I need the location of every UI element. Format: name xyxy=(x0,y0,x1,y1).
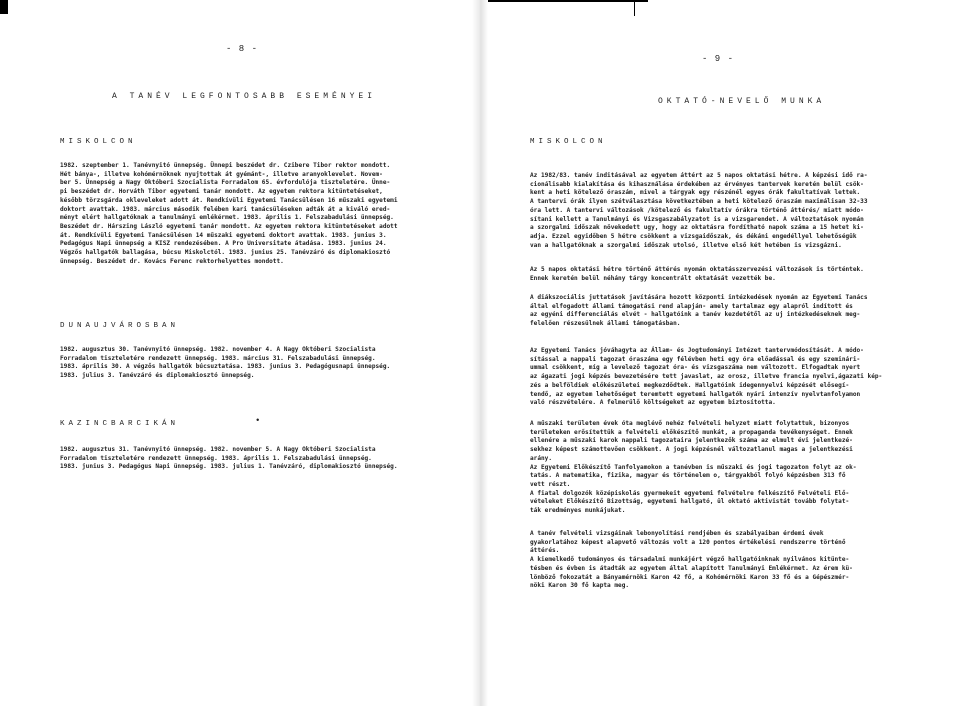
text-line: óra lett. A tantervi változások /kötelező és fakultatív órákra történő áttérés/ miatt módo- xyxy=(530,206,864,214)
page-number: - 9 - xyxy=(702,54,735,64)
text-line: sítással a nappali tagozat óraszáma egy félévben heti egy óra előadással és egy szeminári- xyxy=(530,355,861,363)
section-city-kazincbarcika: KAZINCBARCIKÁN xyxy=(60,420,180,428)
text-line: kent a heti kötelező óraszám, mivel a tárgyak egy részénél egyes órák fakultatívak lettek. xyxy=(530,189,861,197)
text-line: a szorgalmi időszak növekedett ugy, hogy az oktatásra fordítható napok száma a 15 hetet ki- xyxy=(530,224,864,232)
text-line: tatás. A matematika, fizika, magyar és történelem o, tárgyakból folyó képzésben 313 fő xyxy=(530,472,846,480)
text-line: felelően részesülnek állami támogatásban. xyxy=(530,320,681,328)
page-number: - 8 - xyxy=(226,44,259,54)
text-line: területeken erősítettük a felvételi előkészítő munkát, a propaganda tevékenységet. Ennek xyxy=(530,428,853,436)
paragraph-five-day-week xyxy=(530,172,868,250)
text-line: vételeket Előkészítő Bizottság, egyetemi hallgató, ül oktató aktivistát tovább folytat- xyxy=(530,498,850,506)
text-line: ummal csökkent, míg a levelező tagozat óra- és vizsgaszáma nem változott. Elfogadtak nyert xyxy=(530,364,861,372)
text-line: A fiatal dolgozók középiskolás gyermekeit egyetemi felvételre felkészítő Felvételi Elő- xyxy=(530,489,850,497)
paragraph-entrance-exams xyxy=(530,530,853,591)
text-line: nöki Karon 30 fő kapta meg. xyxy=(530,582,630,590)
text-line: ber 5. Ünnepség a Nagy Októberi Szocialista Forradalom 65. évfordulója tiszteletére. Ünne- xyxy=(60,179,391,187)
text-line: Az 1982/83. tanév inditásával az egyetem áttért az 5 napos oktatási hétre. A képzési idő ra- xyxy=(530,172,868,179)
text-line: sítani kellett a Tanulmányi és Vizsgaszabályzatot is a vizsgarendet. A változtatások nyomán xyxy=(530,215,864,223)
text-line: áttérés. xyxy=(530,547,560,555)
text-line: Pedagógus Napi ünnepség a KISZ rendezésében. A Pro Universitate átadása. 1983. junius 24. xyxy=(60,240,387,248)
section-text-kazincbarcika xyxy=(60,446,398,472)
text-line: ták eredményes munkájukat. xyxy=(530,507,626,515)
text-line: sekhez képest számottevően csökkent. A jogi képzésnél változatlanul magas a jelentkezési xyxy=(530,446,853,454)
text-line: Ennek keretén belül néhány tárgy koncentrált oktatását vezették be. xyxy=(530,274,776,282)
text-line: Az 5 napos oktatási hétre történő áttérés nyomán oktatásszervezési változások is történtek. xyxy=(530,266,864,273)
text-line: később törzsgárda okleveleket adott át. Rendkívüli Egyetemi Tanácsülésen 16 műszaki egyetemi xyxy=(60,196,398,204)
text-line: pi beszédet dr. Horváth Tibor egyetemi tanár mondott. Az egyetem rektora kitüntetéseket, xyxy=(60,188,383,196)
text-line: az ágazati jogi képzés bevezetésére tett javaslat, az orosz, illetve francia nyelvi,ágazati kép- xyxy=(530,373,883,381)
page-title: OKTATÓ-NEVELŐ MUNKA xyxy=(658,97,826,106)
text-line: gyakorlatához képest alapvető változás volt a 120 pontos értékelési rendszerre történő xyxy=(530,538,846,546)
text-line: van a hallgatóknak a szorgalmi időszak utolsó, illetve első két hetében is vizsgázni. xyxy=(530,241,842,249)
text-line: tendő, az egyetem lehetőséget teremtett egyetemi hallgatók nyári intenzív nyelvtanfolyamon xyxy=(530,390,861,398)
text-line: doktort avattak. 1983. március második felében kari tanácsüléseken adták át a kiváló ered- xyxy=(60,205,391,213)
text-line: vett részt. xyxy=(530,480,571,488)
text-line: ményt elért hallgatóknak a tanulmányi emlékérmet. 1983. április 1. Felszabadulási ünnepség. xyxy=(60,214,394,222)
text-line: Forradalom tiszteletére rendezett ünnepség. 1983. április 1. Felszabadulási ünnepség. xyxy=(60,454,372,462)
text-line: 1982. augusztus 30. Tanévnyitó ünnepség. 1982. november 4. A Nagy Októberi Szocialista xyxy=(60,346,376,353)
text-line: lönböző fokozatát a Bányamérnöki Karon 42 fő, a Kohómérnöki Karon 33 fő és a Gépészmér- xyxy=(530,573,850,581)
text-line: 1983. junius 3. Pedagógus Napi ünnepség. 1983. julius 1. Tanévzáró, diplomakiosztó ünnepség. xyxy=(60,463,398,471)
text-line: 1983. julius 3. Tanévzáró és diplomakiosztó ünnepség. xyxy=(60,372,255,380)
text-line: 1982. szeptember 1. Tanévnyitó ünnepség. Ünnepi beszédet dr. Czibere Tibor rektor mondott. xyxy=(60,162,391,169)
text-line: Hét bánya-, illetve kohómérnöknek nyujtottak át gyémánt-, illetve aranyoklevelet. Novem- xyxy=(60,170,383,178)
section-text-dunaujvaros xyxy=(60,346,390,381)
text-line: ünnepség. Beszédet dr. Kovács Ferenc rektorhelyettes mondott. xyxy=(60,257,284,265)
section-city-dunaujvaros: DUNAUJVÁROSBAN xyxy=(60,322,180,330)
text-line: A diákszociális juttatások javítására hozott központi intézkedések nyomán az Egyetemi Tanács xyxy=(530,294,868,301)
text-line: cionálisabb kialakítása és kihasználása érdekében az érvényes tantervek keretén belül csök- xyxy=(530,180,864,188)
right-page xyxy=(480,0,960,706)
text-line: tésben és évben is átadták az egyetem által alapított Tanulmányi Emlékérmet. Az érem kü- xyxy=(530,564,853,572)
paragraph-law-curriculum xyxy=(530,347,882,408)
text-line: A tanév felvételi vizsgáinak lebonyolítási rendjében és szabályaiban érdemi évek xyxy=(530,530,824,537)
paragraph-social-support xyxy=(530,294,868,329)
paragraph-admissions xyxy=(530,420,857,516)
text-line: Az Egyetemi Előkészítő Tanfolyamokon a tanévben is műszaki és jogi tagozaton folyt az ok- xyxy=(530,463,857,471)
text-line: Az Egyetemi Tanács jóváhagyta az Állam- és Jogtudományi Intézet tantervmódosítását. A módo- xyxy=(530,347,864,354)
stray-dot: • xyxy=(255,416,261,426)
text-line: Forradalom tiszteletére rendezett ünnepség. 1983. március 31. Felszabadulási ünnepség. xyxy=(60,354,376,362)
text-line: A tantervi órák ilyen szétválasztása következtében a heti kötelező óraszám maximálisan 32-33 xyxy=(530,198,868,206)
section-text-miskolc xyxy=(60,162,398,266)
text-line: át. Rendkívüli Egyetemi Tanácsülésen 14 műszaki egyetemi doktort avattak. 1983. junius 3. xyxy=(60,231,387,239)
text-line: arány. xyxy=(530,454,553,462)
text-line: A műszaki területen évek óta meglévő nehéz felvételi helyzet miatt folytattuk, bizonyos xyxy=(530,420,850,427)
section-city-miskolc: MISKOLCON xyxy=(530,138,607,146)
text-line: ellenére a műszaki karok nappali tagozataira jelentkezők száma az elmult évi jelentkezé- xyxy=(530,437,853,445)
text-line: zés a belföldiek előkészületei megkezdődtek. Hallgatóink idegennyelvi képzését elősegí- xyxy=(530,381,850,389)
text-line: által elfogadott állami támogatási rend alapján- amely tartalmaz egy alapról indított és xyxy=(530,302,853,310)
text-line: Végzős hallgatók ballagása, búcsu Miskolctól. 1983. junius 25. Tanévzáró és diplomakiosztó xyxy=(60,249,391,257)
paragraph-course-organisation xyxy=(530,266,864,283)
text-line: A kiemelkedő tudományos és társadalmi munkájért végző hallgatóinknak nyilvános kitünte- xyxy=(530,556,850,564)
text-line: Beszédet dr. Hárszing László egyetemi tanár mondott. Az egyetem rektora kitüntetéseket adott xyxy=(60,222,398,230)
text-line: adja. Ezzel egyidőben 5 hétre csökkent a vizsgaidőszak, és dékáni engedéllyel lehetőségük xyxy=(530,232,857,240)
section-city-miskolc: MISKOLCON xyxy=(60,138,137,146)
text-line: való részvételére. A felmerülő költségeket az egyetem biztosította. xyxy=(530,399,776,407)
text-line: 1982. augusztus 31. Tanévnyitó ünnepség. 1982. november 5. A Nagy Októberi Szocialista xyxy=(60,446,376,453)
text-line: 1983. április 30. A végzős hallgatók búcsuztatása. 1983. junius 3. Pedagógusnapi ünnepség. xyxy=(60,363,391,371)
text-line: az egyéni differenciálás elvét - hallgatóink a tanév kezdetétől az uj intézkedéseknek meg- xyxy=(530,311,861,319)
page-title: A TANÉV LEGFONTOSABB ESEMÉNYEI xyxy=(112,92,377,101)
